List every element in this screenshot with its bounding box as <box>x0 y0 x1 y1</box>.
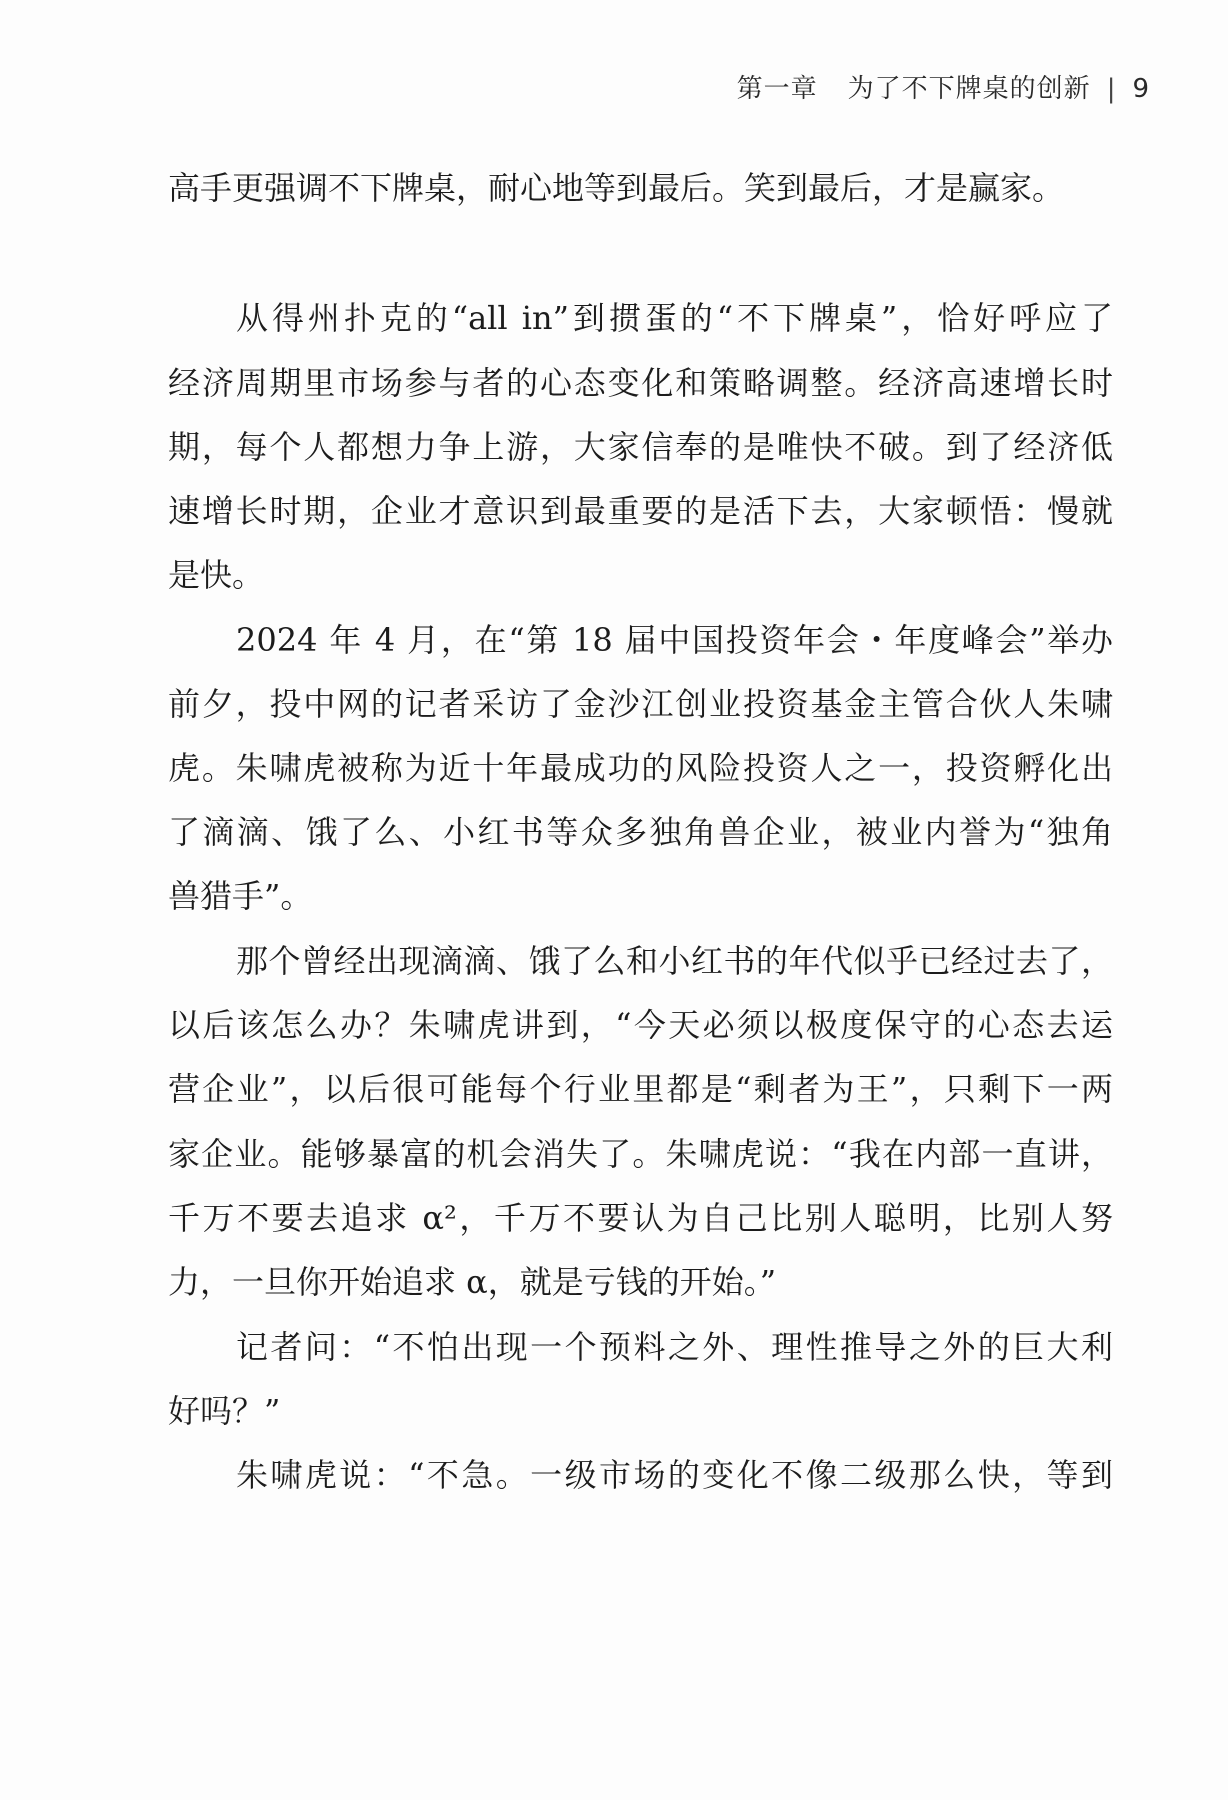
text-line: 高手更强调不下牌桌，耐心地等到最后。笑到最后，才是赢家。 <box>168 169 1065 207</box>
text-line: 那个曾经出现滴滴、饿了么和小红书的年代似乎已经过去了， <box>236 942 1113 980</box>
chapter-label: 第一章 <box>736 74 818 104</box>
text-line: 经济周期里市场参与者的心态变化和策略调整。经济高速增长时 <box>168 364 1113 402</box>
text-line: 速增长时期，企业才意识到最重要的是活下去，大家顿悟：慢就 <box>168 492 1113 530</box>
text-line: 力，一旦你开始追求 α，就是亏钱的开始。” <box>168 1263 777 1301</box>
text-line: 记者问：“不怕出现一个预料之外、理性推导之外的巨大利 <box>236 1328 1113 1366</box>
text-line: 以后该怎么办？朱啸虎讲到，“今天必须以极度保守的心态去运 <box>168 1006 1113 1044</box>
page-number: 9 <box>1132 74 1150 104</box>
text-line: 家企业。能够暴富的机会消失了。朱啸虎说：“我在内部一直讲， <box>168 1135 1113 1173</box>
text-line: 千万不要去追求 α²，千万不要认为自己比别人聪明，比别人努 <box>168 1199 1113 1237</box>
header-separator: | <box>1106 74 1117 104</box>
text-line: 前夕，投中网的记者采访了金沙江创业投资基金主管合伙人朱啸 <box>168 685 1113 723</box>
text-line: 好吗？” <box>168 1392 281 1430</box>
text-line: 兽猎手”。 <box>168 877 313 915</box>
text-line: 从得州扑克的“all in”到掼蛋的“不下牌桌”，恰好呼应了 <box>236 299 1113 337</box>
text-line: 2024 年 4 月，在“第 18 届中国投资年会・年度峰会”举办 <box>236 621 1113 659</box>
text-line: 虎。朱啸虎被称为近十年最成功的风险投资人之一，投资孵化出 <box>168 749 1113 787</box>
text-line: 是快。 <box>168 556 265 594</box>
text-line: 朱啸虎说：“不急。一级市场的变化不像二级那么快，等到 <box>236 1456 1113 1494</box>
text-line: 期，每个人都想力争上游，大家信奉的是唯快不破。到了经济低 <box>168 428 1113 466</box>
running-head <box>737 68 1150 105</box>
text-line: 了滴滴、饿了么、小红书等众多独角兽企业，被业内誉为“独角 <box>168 813 1113 851</box>
text-line: 营企业”，以后很可能每个行业里都是“剩者为王”，只剩下一两 <box>168 1070 1113 1108</box>
chapter-title: 为了不下牌桌的创新 <box>847 74 1091 104</box>
